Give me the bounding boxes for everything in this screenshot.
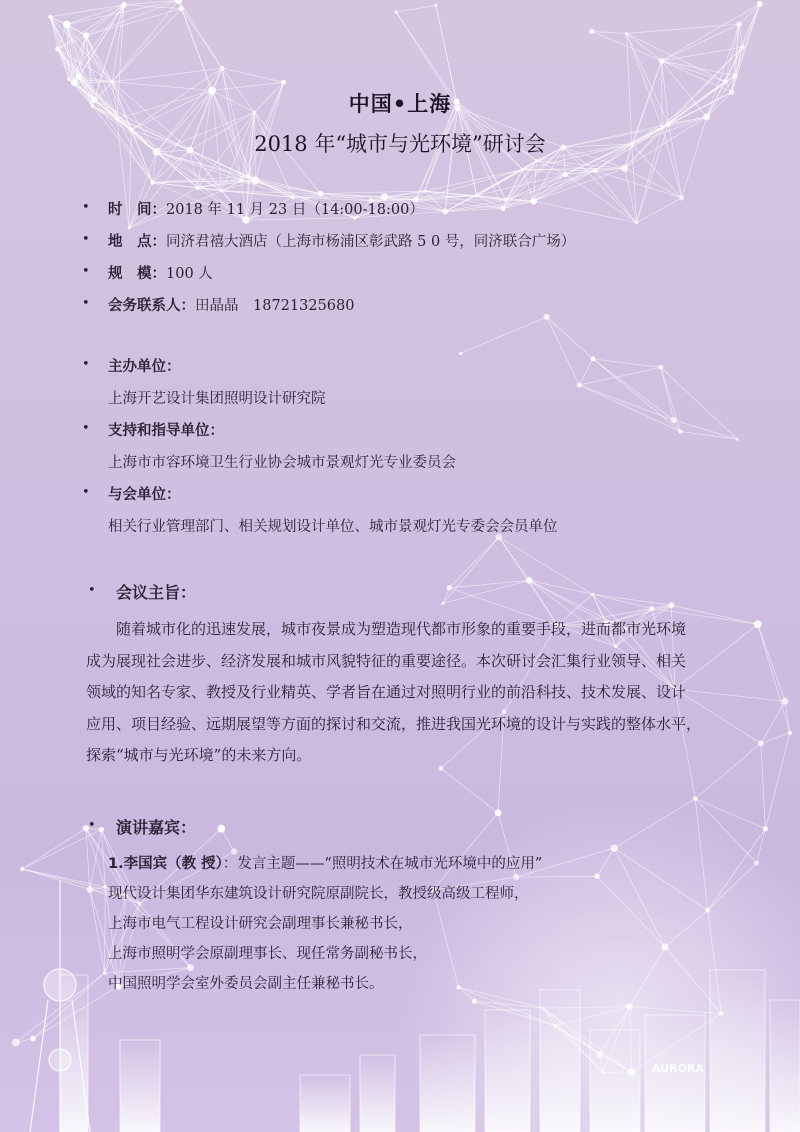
organizer-attendee-label: 与会单位： xyxy=(108,487,181,503)
info-label: 规 模： xyxy=(108,266,166,282)
info-value: 2018 年 11 月 23 日（14:00-18:00） xyxy=(166,202,424,218)
organizer-support-label: 支持和指导单位： xyxy=(108,423,224,439)
purpose-line: 成为展现社会进步、经济发展和城市风貌特征的重要途径。本次研讨会汇集行业领导、相关 xyxy=(86,651,687,670)
purpose-line: 领域的知名专家、教授及行业精英、学者旨在通过对照明行业的前沿科技、技术发展、设计 xyxy=(86,683,687,701)
bullet: • xyxy=(82,264,90,279)
speaker-name: 1.李国宾（教 授） xyxy=(108,856,223,872)
speaker-title-line: 上海市电气工程设计研究会副理事长兼秘书长， xyxy=(108,916,413,932)
speaker-title-line: 现代设计集团华东建筑设计研究院原副院长，教授级高级工程师， xyxy=(108,886,529,902)
speaker-topic: ：发言主题——“照明技术在城市光环境中的应用” xyxy=(222,856,543,872)
bullet: • xyxy=(82,421,90,436)
purpose-paragraph xyxy=(86,614,746,772)
info-time xyxy=(108,198,424,219)
speaker-title-line: 中国照明学会室外委员会副主任兼秘书长。 xyxy=(108,976,384,992)
info-value: 田晶晶 18721325680 xyxy=(195,298,355,314)
organizer-support-value: 上海市市容环境卫生行业协会城市景观灯光专业委员会 xyxy=(108,455,456,471)
bullet: • xyxy=(82,296,90,311)
purpose-line: 随着城市化的迅速发展，城市夜景成为塑造现代都市形象的重要手段，进而都市光环境 xyxy=(116,620,687,638)
purpose-line: 探索“城市与光环境”的未来方向。 xyxy=(86,746,312,764)
info-scale xyxy=(108,262,213,283)
info-venue xyxy=(108,230,575,251)
info-contact xyxy=(108,294,354,315)
bullet: • xyxy=(82,485,90,500)
organizer-host-value: 上海开艺设计集团照明设计研究院 xyxy=(108,391,326,407)
speaker-entry xyxy=(108,852,542,873)
building-sign: AURORA xyxy=(652,1062,704,1075)
info-label: 会务联系人： xyxy=(108,298,195,314)
bullet: • xyxy=(82,232,90,247)
info-value: 100 人 xyxy=(166,266,213,282)
bullet: • xyxy=(82,200,90,215)
organizer-host-label: 主办单位： xyxy=(108,359,181,375)
bullet: • xyxy=(88,818,96,833)
speakers-heading: 演讲嘉宾： xyxy=(116,818,197,837)
info-value: 同济君禧大酒店（上海市杨浦区彰武路 5 0 号，同济联合广场） xyxy=(166,234,576,250)
info-label: 时 间： xyxy=(108,202,166,218)
bullet: • xyxy=(88,583,96,598)
event-title: 2018 年“城市与光环境”研讨会 xyxy=(254,132,546,156)
speaker-title-line: 上海市照明学会原副理事长、现任常务副秘书长， xyxy=(108,946,427,962)
bullet: • xyxy=(82,357,90,372)
event-location-title: 中国•上海 xyxy=(348,92,452,116)
organizer-attendee-value: 相关行业管理部门、相关规划设计单位、城市景观灯光专委会会员单位 xyxy=(108,519,558,535)
info-label: 地 点： xyxy=(108,234,166,250)
purpose-line: 应用、项目经验、远期展望等方面的探讨和交流，推进我国光环境的设计与实践的整体水平， xyxy=(86,714,702,733)
purpose-heading: 会议主旨： xyxy=(116,583,197,602)
